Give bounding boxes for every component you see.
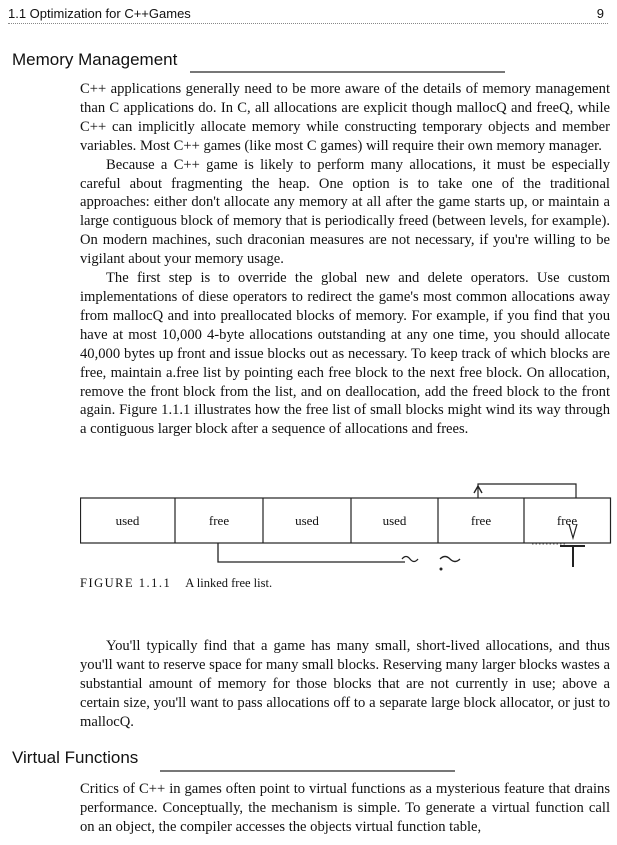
virtual-functions-body — [80, 780, 610, 837]
cell-label-used: used — [295, 513, 319, 528]
cell-label-used: used — [115, 513, 140, 528]
cell-label-used: used — [382, 513, 407, 528]
squiggle-mark — [440, 557, 460, 562]
dot-mark — [440, 568, 443, 571]
free-list-link-line — [218, 543, 405, 562]
running-header-section: 1.1 Optimization for C++Games — [8, 6, 191, 21]
memory-management-body — [80, 80, 610, 439]
cell-label-free: free — [556, 513, 578, 528]
cell-label-free: free — [470, 513, 492, 528]
squiggle-mark — [402, 557, 418, 562]
post-figure-body — [80, 637, 610, 732]
page-number: 9 — [596, 6, 604, 21]
figure-number: FIGURE 1.1.1 — [80, 576, 172, 590]
free-list-diagram — [80, 476, 615, 586]
section-heading-memory-management: Memory Management — [12, 50, 178, 69]
figure-caption — [80, 576, 272, 591]
paragraph: C++ applications generally need to be more aware of the details of memory management than C applications do. In C, all allocations are explicit though mallocQ and freeQ, while C++ can implicitly allocate memory while constructing temporary objects and member variables. Most C++ games (like most C games) will require their own memory manager. — [80, 81, 610, 154]
header-rule — [8, 23, 608, 24]
free-list-link-line — [478, 484, 576, 498]
paragraph: You'll typically find that a game has many small, short-lived allocations, and thus you'll want to reserve space for many small blocks. Reserving many larger blocks wastes a substantial amount of memory for those blocks that are not currently in use; above a certain size, you'll want to pass allocations off to a separate large block allocator, or just to mallocQ. — [80, 638, 610, 730]
figure-caption-text: A linked free list. — [185, 576, 273, 590]
paragraph: Because a C++ game is likely to perform many allocations, it must be especially careful about fragmenting the heap. One option is to take one of the traditional approaches: either don't allocate any memory at all after the game starts up, or maintain a large contiguous block of memory that is periodically freed (between levels, for example). On modern machines, such draconian measures are not necessary, if you're willing to be vigilant about your memory usage. — [80, 156, 610, 268]
heading-rule — [160, 770, 455, 772]
paragraph: Critics of C++ in games often point to virtual functions as a mysterious feature that drains performance. Conceptually, the mechanism is simple. To generate a virtual function call on an object, the compiler accesses the objects virtual function table, — [80, 781, 610, 835]
figure-linked-free-list — [80, 476, 615, 586]
heading-rule — [190, 71, 505, 73]
running-header — [8, 4, 608, 24]
section-heading-virtual-functions: Virtual Functions — [12, 748, 139, 767]
cell-label-free: free — [208, 513, 230, 528]
paragraph: The first step is to override the global new and delete operators. Use custom implementations of diese operators to redirect the game's most common allocations away from mallocQ and into preallocated blocks of memory. For example, if you find that you have at most 10,000 4-byte allocations outstanding at any one time, you should allocate 40,000 bytes up front and issue blocks out as necessary. To keep track of which blocks are free, maintain a.free list by pointing each free block to the next free block. On allocation, remove the front block from the list, and on deallocation, add the freed block to the front again. Figure 1.1.1 illustrates how the free list of small blocks might wind its way through a contiguous larger block after a sequence of allocations and frees. — [80, 270, 610, 438]
